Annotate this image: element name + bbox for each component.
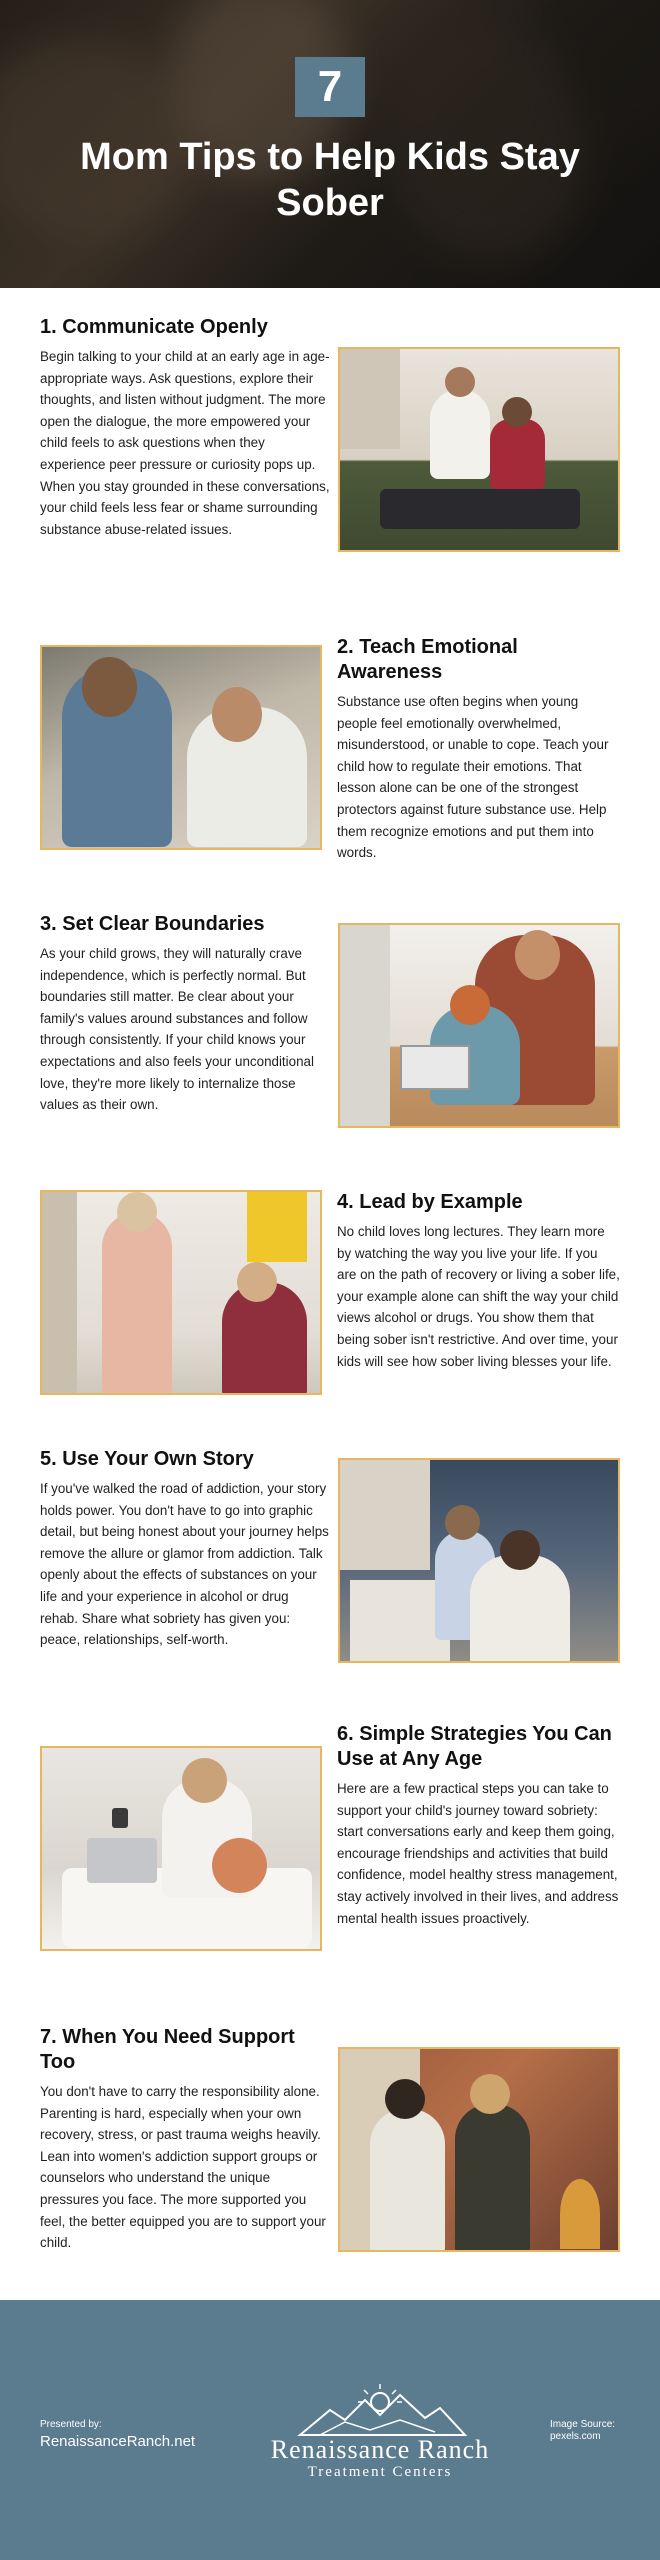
tip-photo bbox=[338, 1458, 620, 1663]
tip-photo bbox=[40, 1190, 322, 1395]
presented-by-site[interactable]: RenaissanceRanch.net bbox=[40, 2433, 196, 2450]
tip-body: If you've walked the road of addiction, your story holds power. You don't have to go into graphic detail, but being honest about your journey helps remove the allure or glamor from addiction. Talk openly about the effects of substances on your life and your experience in alcohol or drug rehab. Share what sobriety has given you: peace, relationships, self-worth. bbox=[40, 1481, 329, 1648]
tip-heading: 4. Lead by Example bbox=[337, 1191, 523, 1213]
tip-photo bbox=[40, 645, 322, 850]
tip-photo bbox=[338, 2047, 620, 2252]
mountain-sun-icon bbox=[260, 2380, 500, 2440]
brand-subtitle: Treatment Centers bbox=[307, 2464, 453, 2480]
brand-name: Renaissance Ranch bbox=[270, 2435, 490, 2464]
tip-heading: 5. Use Your Own Story bbox=[40, 1448, 254, 1470]
page-title: Mom Tips to Help Kids Stay Sober bbox=[80, 136, 580, 224]
tip-body: Begin talking to your child at an early age in age-appropriate ways. Ask questions, explore their thoughts, and listen without judgment. The more open the dialogue, the more empowered your child feels to ask questions when they experience peer pressure or curiosity pops up. When you stay grounded in these conversations, your child feels less fear or shame surrounding substance abuse-related issues. bbox=[40, 349, 330, 537]
tip-body: Here are a few practical steps you can take to support your child's journey toward sobriety: start conversations early and keep them going, encourage friendships and activities that build confidence, model healthy stress management, stay actively involved in their lives, and address mental health issues proactively. bbox=[337, 1781, 619, 1926]
tip-body: No child loves long lectures. They learn more by watching the way you live your life. If you are on the path of recovery or living a sober life, your example alone can shift the way your child views alcohol or drugs. You show them that being sober isn't restrictive. And over time, your kids will see how sober living blesses your life. bbox=[337, 1224, 620, 1369]
tip-heading: 6. Simple Strategies You Can Use at Any Age bbox=[337, 1723, 612, 1770]
tip-photo bbox=[40, 1746, 322, 1951]
presented-by-label: Presented by: bbox=[40, 2419, 102, 2430]
tip-heading: 1. Communicate Openly bbox=[40, 316, 268, 338]
hero-banner bbox=[0, 0, 660, 288]
footer bbox=[0, 2300, 660, 2560]
tip-body: As your child grows, they will naturally crave independence, which is perfectly normal. But boundaries still matter. Be clear about your family's values around substances and follow through consistently. If your child knows your expectations and also feels your unconditional love, they're more likely to internalize those values as their own. bbox=[40, 946, 314, 1113]
tip-photo bbox=[338, 347, 620, 552]
tip-heading: 3. Set Clear Boundaries bbox=[40, 913, 265, 935]
image-source-site[interactable]: pexels.com bbox=[550, 2431, 601, 2442]
tip-heading: 2. Teach Emotional Awareness bbox=[337, 636, 518, 683]
tip-heading: 7. When You Need Support Too bbox=[40, 2026, 295, 2073]
tip-count-badge: 7 bbox=[295, 57, 365, 117]
tip-photo bbox=[338, 923, 620, 1128]
tip-body: Substance use often begins when young people feel emotionally overwhelmed, misunderstood, or unable to cope. Teach your child how to regulate their emotions. That lesson alone can be one of the strongest protectors against future substance use. Help them recognize emotions and put them into words. bbox=[337, 694, 609, 861]
brand-logo bbox=[260, 2380, 500, 2490]
tip-body: You don't have to carry the responsibility alone. Parenting is hard, especially when your own recovery, stress, or past trauma weighs heavily. Lean into women's addiction support groups or counselors who understand the unique pressures you face. The more supported you feel, the better equipped you are to support your child. bbox=[40, 2084, 326, 2251]
image-source-label: Image Source: bbox=[550, 2419, 616, 2430]
